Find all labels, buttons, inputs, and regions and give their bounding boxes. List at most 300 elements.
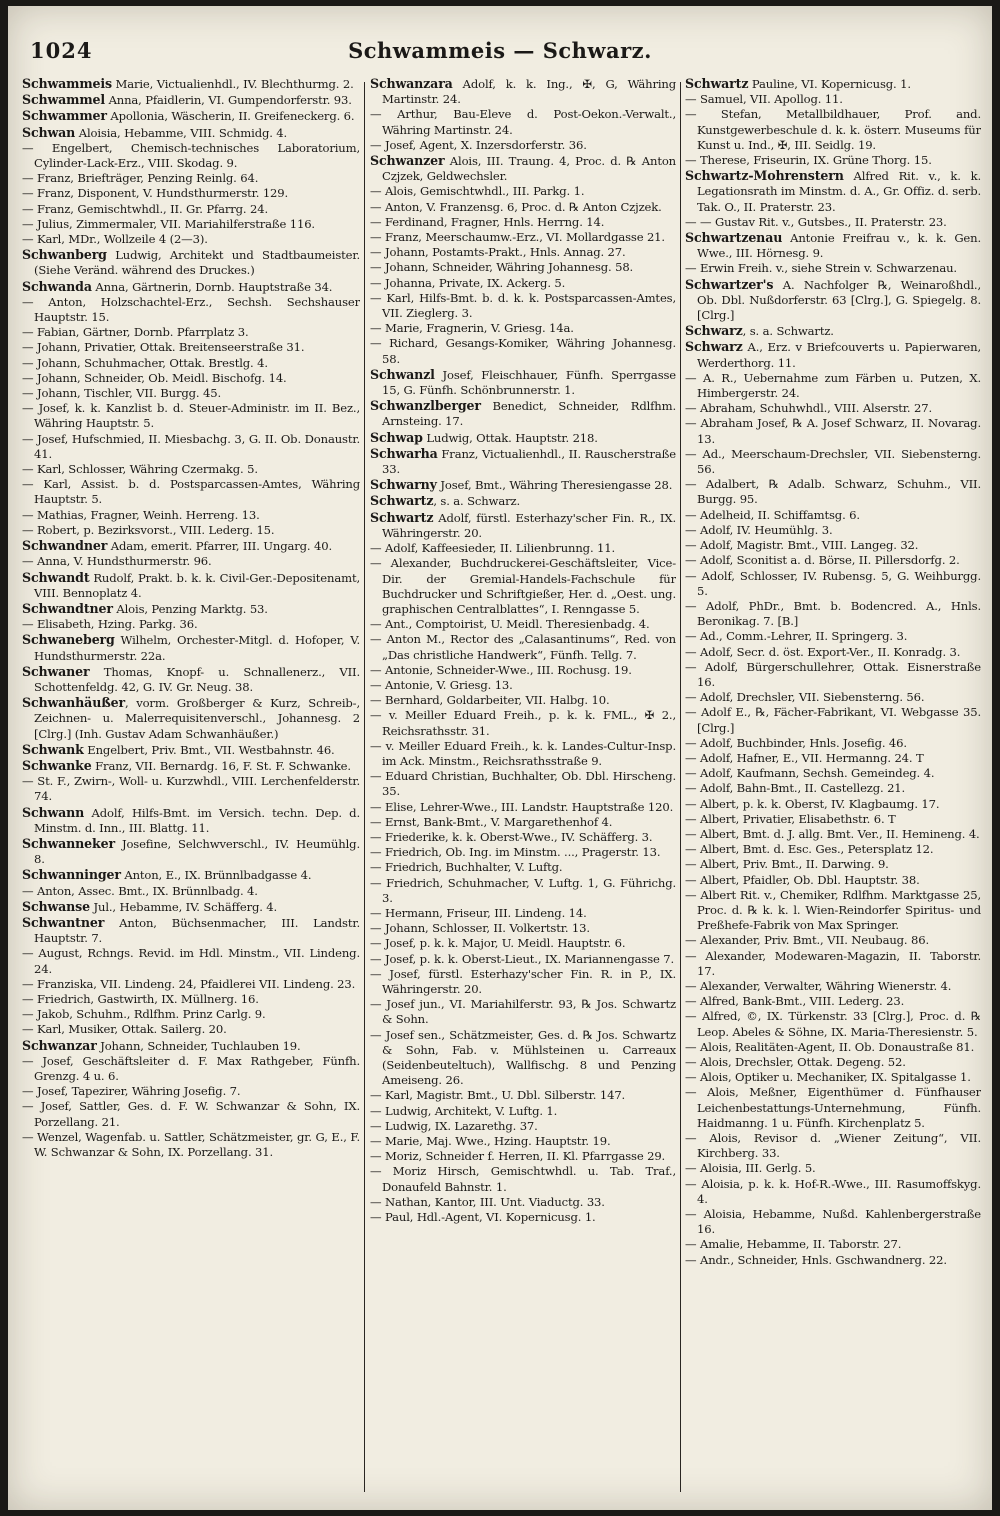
entry-text: — Ernst, Bank-Bmt., V. Margarethenhof 4. <box>370 814 613 829</box>
directory-entry <box>685 994 981 1009</box>
entry-text: — Anton M., Rector des „Calasantinums“, Red. von „Das christliche Handwerk“, Fünfh. Tellg. 7. <box>370 632 676 662</box>
directory-entry <box>370 1134 676 1149</box>
entry-text: — Ad., Meerschaum-Drechsler, VII. Siebensterng. 56. <box>685 446 981 477</box>
directory-entry <box>22 1007 360 1022</box>
entry-text: — Moriz, Schneider f. Herren, II. Kl. Pfarrgasse 29. <box>370 1149 666 1164</box>
entry-surname: Schwartz <box>370 509 434 525</box>
entry-text: — Josef, Geschäftsleiter d. F. Max Rathgeber, Fünfh. Grenzg. 4 u. 6. <box>22 1053 360 1083</box>
directory-entry <box>370 967 676 997</box>
directory-entry <box>370 769 676 799</box>
directory-entry <box>22 1038 360 1054</box>
entry-surname: Schwanzara <box>370 76 453 91</box>
entry-text: — Antonie, Schneider-Wwe., III. Rochusg. 19. <box>370 662 632 677</box>
directory-entry <box>22 325 360 340</box>
directory-entry <box>22 758 360 774</box>
entry-surname: Schwanzar <box>22 1037 97 1053</box>
entry-text: — Friedrich, Buchhalter, V. Luftg. <box>370 860 563 875</box>
entry-text: — Stefan, Metallbildhauer, Prof. and. Kunstgewerbeschule d. k. k. österr. Museums für Kunst u. Ind., ✠, III. Seidlg. 19. <box>685 107 981 152</box>
entry-text: — Josef jun., VI. Mariahilferstr. 93, ℞ Jos. Schwartz & Sohn. <box>370 997 676 1027</box>
entry-text: — Jakob, Schuhm., Rdlfhm. Prinz Carlg. 9. <box>22 1007 266 1022</box>
column-rule <box>364 82 365 1492</box>
directory-entry <box>370 477 676 493</box>
directory-column-3 <box>685 76 981 1496</box>
entry-text: — Josef, Sattler, Ges. d. F. W. Schwanzar & Sohn, IX. Porzellang. 21. <box>22 1099 360 1129</box>
entry-text: — Anton, V. Franzensg. 6, Proc. d. ℞ Anton Czjzek. <box>370 199 662 214</box>
directory-entry <box>22 202 360 217</box>
directory-entry <box>370 493 676 509</box>
directory-entry <box>370 336 676 366</box>
directory-entry <box>370 906 676 921</box>
entry-text: — Elise, Lehrer-Wwe., III. Landstr. Hauptstraße 120. <box>370 799 674 814</box>
directory-entry <box>685 1131 981 1161</box>
entry-text: Pauline, VI. Kopernicusg. 1. <box>748 77 911 91</box>
entry-surname: Schwanneker <box>22 835 115 851</box>
entry-text: — Alois, Revisor d. „Wiener Zeitung“, VII. Kirchberg. 33. <box>685 1131 981 1161</box>
entry-text: Ludwig, Architekt und Stadtbaumeister. (Siehe Veränd. während des Druckes.) <box>34 248 360 278</box>
directory-entry <box>685 1085 981 1131</box>
entry-text: — Alfred, Bank-Bmt., VIII. Lederg. 23. <box>685 994 905 1009</box>
entry-text: Adam, emerit. Pfarrer, III. Ungarg. 40. <box>107 539 332 554</box>
directory-entry <box>22 977 360 992</box>
entry-text: — Abraham Josef, ℞ A. Josef Schwarz, II. Novarag. 13. <box>685 416 981 446</box>
directory-entry <box>370 800 676 815</box>
directory-entry <box>370 1028 676 1089</box>
entry-text: — Karl, Magistr. Bmt., U. Dbl. Silberstr. 147. <box>370 1088 626 1103</box>
running-head: Schwammeis — Schwarz. <box>348 38 652 63</box>
entry-text: — Therese, Friseurin, IX. Grüne Thorg. 15. <box>685 153 932 168</box>
entry-text: — Amalie, Hebamme, II. Taborstr. 27. <box>685 1237 902 1252</box>
directory-entry <box>22 805 360 836</box>
entry-text: — Josef, Tapezirer, Währing Josefig. 7. <box>22 1084 241 1099</box>
entry-text: Ludwig, Ottak. Hauptstr. 218. <box>422 430 598 445</box>
directory-entry <box>22 462 360 477</box>
directory-entry <box>22 915 360 946</box>
entry-text: Anton, Büchsenmacher, III. Landstr. Hauptstr. 7. <box>34 915 360 946</box>
page-header <box>30 38 970 78</box>
entry-text: — Franz, Gemischtwhdl., II. Gr. Pfarrg. 24. <box>22 201 268 216</box>
entry-text: Wilhelm, Orchester-Mitgl. d. Hofoper, V. Hundsthurmerstr. 22a. <box>34 633 360 663</box>
entry-text: — Anton, Assec. Bmt., IX. Brünnlbadg. 4. <box>22 883 258 898</box>
directory-entry <box>22 477 360 507</box>
directory-entry <box>685 933 981 948</box>
entry-text: — Antonie, V. Griesg. 13. <box>370 677 513 692</box>
entry-text: — Aloisia, III. Gerlg. 5. <box>685 1161 816 1176</box>
directory-entry <box>370 1149 676 1164</box>
entry-text: Alfred Rit. v., k. k. Legationsrath im Minstm. d. A., Gr. Offiz. d. serb. Tak. O., II. Praterstr. 23. <box>697 169 981 214</box>
entry-text: — Anton, Holzschachtel-Erz., Sechsh. Sechshauser Hauptstr. 15. <box>22 294 360 325</box>
directory-entry <box>22 836 360 867</box>
entry-surname: Schwap <box>370 429 423 445</box>
directory-entry <box>370 76 676 107</box>
directory-entry <box>685 107 981 153</box>
entry-text: — Samuel, VII. Apollog. 11. <box>685 92 843 107</box>
directory-entry <box>370 367 676 398</box>
directory-entry <box>685 416 981 446</box>
entry-text: — Adolf, Bahn-Bmt., II. Castellezg. 21. <box>685 781 906 796</box>
directory-entry <box>685 477 981 507</box>
directory-entry <box>370 617 676 632</box>
directory-entry <box>22 1084 360 1099</box>
directory-entry <box>370 1119 676 1134</box>
directory-column-2 <box>370 76 676 1496</box>
entry-text: — Fabian, Gärtner, Dornb. Pfarrplatz 3. <box>22 325 249 340</box>
entry-text: — Friedrich, Ob. Ing. im Minstm. ..., Pragerstr. 13. <box>370 845 661 860</box>
directory-entry <box>685 1009 981 1039</box>
entry-text: — Mathias, Fragner, Weinh. Herreng. 13. <box>22 507 260 522</box>
entry-text: — Alfred, ©, IX. Türkenstr. 33 [Clrg.], Proc. d. ℞ Leop. Abeles & Söhne, IX. Maria-Theresienstr. 5. <box>685 1009 981 1039</box>
directory-entry <box>22 432 360 462</box>
directory-page <box>8 6 992 1510</box>
entry-text: — Johann, Schlosser, II. Volkertstr. 13. <box>370 921 590 936</box>
directory-entry <box>370 1164 676 1194</box>
directory-entry <box>685 629 981 644</box>
directory-entry <box>685 751 981 766</box>
entry-text: — Franz, Meerschaumw.-Erz., VI. Mollardgasse 21. <box>370 230 665 245</box>
directory-entry <box>685 323 981 339</box>
directory-entry <box>685 230 981 261</box>
directory-entry <box>22 247 360 278</box>
entry-text: — Adolf, Sconitist a. d. Börse, II. Pillersdorfg. 2. <box>685 553 960 568</box>
entry-text: — Alexander, Modewaren-Magazin, II. Taborstr. 17. <box>685 948 981 978</box>
entry-text: Thomas, Knopf- u. Schnallenerz., VII. Schottenfeldg. 42, G. IV. Gr. Neug. 38. <box>34 664 360 694</box>
directory-entry <box>685 705 981 735</box>
entry-text: — Adolf, Drechsler, VII. Siebensterng. 56. <box>685 690 925 705</box>
directory-entry <box>22 1054 360 1084</box>
directory-entry <box>370 815 676 830</box>
directory-entry <box>22 1099 360 1129</box>
entry-text: — Adolf, Kaffeesieder, II. Lilienbrunng. 11. <box>370 541 616 556</box>
directory-entry <box>22 554 360 569</box>
directory-entry <box>685 1177 981 1207</box>
directory-entry <box>370 1210 676 1225</box>
directory-entry <box>22 523 360 538</box>
entry-surname: Schwanke <box>22 757 92 773</box>
directory-entry <box>22 279 360 295</box>
directory-entry <box>685 1055 981 1070</box>
directory-entry <box>685 215 981 230</box>
entry-text: — Adolf, Hafner, E., VII. Hermanng. 24. T <box>685 750 924 765</box>
entry-text: — — Gustav Rit. v., Gutsbes., II. Praterstr. 23. <box>685 214 947 229</box>
entry-text: — Paul, Hdl.-Agent, VI. Kopernicusg. 1. <box>370 1210 596 1225</box>
entry-text: Apollonia, Wäscherin, II. Greifeneckerg. 6. <box>106 109 355 124</box>
directory-entry <box>22 386 360 401</box>
entry-text: — Ant., Comptoirist, U. Meidl. Theresienbadg. 4. <box>370 617 650 632</box>
entry-text: — Adelheid, II. Schiffamtsg. 6. <box>685 507 860 522</box>
entry-text: — Albert, Bmt. d. Esc. Ges., Petersplatz 12. <box>685 842 934 857</box>
directory-entry <box>370 215 676 230</box>
entry-text: — A. R., Uebernahme zum Färben u. Putzen, X. Himbergerstr. 24. <box>685 370 981 401</box>
directory-entry <box>370 1195 676 1210</box>
directory-entry <box>370 952 676 967</box>
directory-entry <box>22 171 360 186</box>
directory-entry <box>22 742 360 758</box>
entry-text: — Marie, Maj. Wwe., Hzing. Hauptstr. 19. <box>370 1134 611 1149</box>
directory-entry <box>685 842 981 857</box>
directory-entry <box>22 570 360 601</box>
entry-surname: Schwarz <box>685 339 743 355</box>
entry-text: — Karl, MDr., Wollzeile 4 (2—3). <box>22 232 208 247</box>
entry-text: — Alois, Meßner, Eigenthümer d. Fünfhauser Leichenbestattungs-Unternehmung, Fünfh. Haidmanng. 1 u. Fünfh. Kirchenplatz 5. <box>685 1085 981 1130</box>
entry-surname: Schwandner <box>22 538 108 554</box>
entry-surname: Schwammeis <box>22 76 112 91</box>
entry-text: — Johanna, Private, IX. Ackerg. 5. <box>370 275 566 290</box>
directory-entry <box>22 774 360 804</box>
directory-entry <box>685 371 981 401</box>
directory-entry <box>370 510 676 541</box>
entry-text: — St. F., Zwirn-, Woll- u. Kurzwhdl., VIII. Lerchenfelderstr. 74. <box>22 774 360 804</box>
entry-surname: Schwanzlberger <box>370 398 481 414</box>
directory-entry <box>370 245 676 260</box>
entry-text: — Friedrich, Schuhmacher, V. Luftg. 1, G. Führichg. 3. <box>370 875 676 905</box>
entry-text: — Adolf, Buchbinder, Hnls. Josefig. 46. <box>685 735 907 750</box>
entry-text: — Albert, p. k. k. Oberst, IV. Klagbaumg. 17. <box>685 796 940 811</box>
directory-entry <box>22 695 360 742</box>
directory-column-1 <box>22 76 360 1496</box>
entry-text: Benedict, Schneider, Rdlfhm. Arnsteing. 17. <box>382 399 676 429</box>
directory-entry <box>685 447 981 477</box>
entry-text: Adolf, Hilfs-Bmt. im Versich. techn. Dep. d. Minstm. d. Inn., III. Blattg. 11. <box>34 805 360 835</box>
directory-entry <box>685 523 981 538</box>
directory-entry <box>22 508 360 523</box>
entry-text: — Alois, Gemischtwhdl., III. Parkg. 1. <box>370 184 585 199</box>
entry-surname: Schwanzl <box>370 366 435 382</box>
entry-text: Marie, Victualienhdl., IV. Blechthurmg. 2. <box>111 77 354 91</box>
directory-entry <box>22 232 360 247</box>
entry-text: — Adolf E., ℞, Fächer-Fabrikant, VI. Webgasse 35. [Clrg.] <box>685 705 981 735</box>
directory-entry <box>685 857 981 872</box>
entry-text: — Franziska, VII. Lindeng. 24, Pfaidlerei VII. Lindeng. 23. <box>22 976 356 991</box>
entry-text: — Alois, Realitäten-Agent, II. Ob. Donaustraße 81. <box>685 1039 975 1054</box>
directory-entry <box>22 371 360 386</box>
entry-text: Franz, VII. Bernardg. 16, F. St. F. Schwanke. <box>91 758 351 773</box>
entry-surname: Schwanhäußer <box>22 695 125 711</box>
entry-text: — Alexander, Priv. Bmt., VII. Neubaug. 86. <box>685 933 929 948</box>
entry-text: — Robert, p. Bezirksvorst., VIII. Lederg. 15. <box>22 522 275 537</box>
directory-entry <box>370 876 676 906</box>
directory-entry <box>685 508 981 523</box>
entry-text: — Abraham, Schuhwhdl., VIII. Alserstr. 27. <box>685 401 932 416</box>
entry-surname: Schwarz <box>685 323 743 339</box>
entry-text: — Albert Rit. v., Chemiker, Rdlfhm. Marktgasse 25, Proc. d. ℞ k. k. l. Wien-Reindorfer Spiritus- und Preßhefe-Fabrik von Max Springer. <box>685 887 981 933</box>
entry-text: — Anna, V. Hundsthurmerstr. 96. <box>22 554 212 569</box>
entry-surname: Schwanzer <box>370 153 445 169</box>
directory-entry <box>370 708 676 738</box>
entry-text: — Arthur, Bau-Eleve d. Post-Oekon.-Verwalt., Währing Martinstr. 24. <box>370 107 676 137</box>
directory-entry <box>22 108 360 124</box>
entry-text: — Franz, Briefträger, Penzing Reinlg. 64. <box>22 171 259 186</box>
entry-text: — Ludwig, Architekt, V. Luftg. 1. <box>370 1103 558 1118</box>
entry-text: — Erwin Freih. v., siehe Strein v. Schwarzenau. <box>685 261 957 276</box>
entry-text: — Johann, Schuhmacher, Ottak. Brestlg. 4. <box>22 355 268 370</box>
entry-text: — Adolf, Secr. d. öst. Export-Ver., II. Konradg. 3. <box>685 644 961 659</box>
entry-text: — Johann, Privatier, Ottak. Breitenseerstraße 31. <box>22 340 305 355</box>
directory-entry <box>685 553 981 568</box>
entry-text: — Johann, Schneider, Ob. Meidl. Bischofg. 14. <box>22 370 287 385</box>
directory-entry <box>370 276 676 291</box>
directory-entry <box>22 992 360 1007</box>
entry-text: Alois, III. Traung. 4, Proc. d. ℞ Anton Czjzek, Geldwechsler. <box>382 154 676 184</box>
entry-text: A. Nachfolger ℞, Weinaroßhdl., Ob. Dbl. Nußdorferstr. 63 [Clrg.], G. Spiegelg. 8. [Clrg.] <box>697 277 981 323</box>
entry-text: — Moriz Hirsch, Gemischtwhdl. u. Tab. Traf., Donaufeld Bahnstr. 1. <box>370 1164 676 1194</box>
entry-text: — Karl, Musiker, Ottak. Sailerg. 20. <box>22 1022 227 1037</box>
entry-surname: Schwann <box>22 804 85 820</box>
directory-entry <box>685 766 981 781</box>
entry-text: — Richard, Gesangs-Komiker, Währing Johannesg. 58. <box>370 336 676 366</box>
column-rule <box>680 82 681 1492</box>
entry-surname: Schwanninger <box>22 867 121 883</box>
entry-text: — Adolf, Magistr. Bmt., VIII. Langeg. 32. <box>685 538 919 553</box>
entry-text: — v. Meiller Eduard Freih., p. k. k. FML., ✠ 2., Reichsrathsstr. 31. <box>370 708 676 738</box>
entry-text: — Friederike, k. k. Oberst-Wwe., IV. Schäfferg. 3. <box>370 829 653 844</box>
entry-text: Alois, Penzing Marktg. 53. <box>112 601 268 616</box>
directory-entry <box>370 230 676 245</box>
directory-entry <box>685 1040 981 1055</box>
page-number: 1024 <box>30 38 93 63</box>
directory-entry <box>370 663 676 678</box>
entry-surname: Schwank <box>22 741 84 757</box>
entry-text: Aloisia, Hebamme, VIII. Schmidg. 4. <box>75 125 288 140</box>
entry-text: , vorm. Großberger & Kurz, Schreib-, Zeichnen- u. Malerrequisitenverschl., Johannesg. 2 [Clrg.] (Inh. Gustav Adam Schwanhäußer.) <box>34 696 360 741</box>
entry-text: Anna, Pfaidlerin, VI. Gumpendorferstr. 93. <box>105 93 352 108</box>
directory-entry <box>685 827 981 842</box>
directory-entry <box>370 1088 676 1103</box>
entry-text: — Karl, Schlosser, Währing Czermakg. 5. <box>22 462 258 477</box>
directory-entry <box>685 1237 981 1252</box>
entry-surname: Schwan <box>22 124 76 140</box>
entry-text: — Bernhard, Goldarbeiter, VII. Halbg. 10. <box>370 693 610 708</box>
entry-text: Franz, Victualienhdl., II. Rauscherstraße 33. <box>382 446 676 477</box>
directory-entry <box>685 76 981 92</box>
entry-text: Johann, Schneider, Tuchlauben 19. <box>96 1038 301 1053</box>
entry-surname: Schwartz <box>685 76 749 91</box>
directory-entry <box>22 76 360 92</box>
entry-surname: Schwammer <box>22 108 107 124</box>
entry-surname: Schwanse <box>22 898 90 914</box>
directory-entry <box>22 899 360 915</box>
directory-entry <box>685 781 981 796</box>
directory-entry <box>22 1022 360 1037</box>
entry-text: — Wenzel, Wagenfab. u. Sattler, Schätzmeister, gr. G, E., F. W. Schwanzar & Sohn, IX. Porzellang. 31. <box>22 1129 360 1160</box>
entry-text: Josef, Bmt., Währing Theresiengasse 28. <box>436 478 673 493</box>
entry-surname: Schwaner <box>22 663 90 679</box>
directory-entry <box>685 797 981 812</box>
entry-text: — Julius, Zimmermaler, VII. Mariahilferstraße 116. <box>22 216 315 231</box>
entry-text: — Alexander, Verwalter, Währing Wienerstr. 4. <box>685 978 952 993</box>
directory-entry <box>370 184 676 199</box>
directory-entry <box>685 277 981 324</box>
entry-text: — Ferdinand, Fragner, Hnls. Herrng. 14. <box>370 214 605 229</box>
entry-text: — Albert, Bmt. d. J. allg. Bmt. Ver., II. Hemineng. 4. <box>685 826 980 841</box>
directory-entry <box>22 601 360 617</box>
entry-text: Anna, Gärtnerin, Dornb. Hauptstraße 34. <box>91 279 333 294</box>
entry-text: Jul., Hebamme, IV. Schäfferg. 4. <box>89 899 278 914</box>
directory-entry <box>685 401 981 416</box>
entry-text: — Josef, p. k. k. Oberst-Lieut., IX. Mariannengasse 7. <box>370 951 675 966</box>
directory-entry <box>22 867 360 883</box>
directory-entry <box>685 660 981 690</box>
directory-entry <box>22 217 360 232</box>
entry-text: — Alois, Optiker u. Mechaniker, IX. Spitalgasse 1. <box>685 1070 971 1085</box>
entry-text: — Alois, Drechsler, Ottak. Degeng. 52. <box>685 1055 906 1069</box>
directory-entry <box>22 664 360 695</box>
directory-entry <box>685 339 981 370</box>
entry-text: Rudolf, Prakt. b. k. k. Civil-Ger.-Depositenamt, VIII. Bennoplatz 4. <box>34 570 360 600</box>
directory-entry <box>370 138 676 153</box>
directory-entry <box>370 860 676 875</box>
directory-entry <box>22 92 360 108</box>
entry-text: — Aloisia, p. k. k. Hof-R.-Wwe., III. Rasumoffskyg. 4. <box>685 1176 981 1206</box>
entry-text: — Josef, Agent, X. Inzersdorferstr. 36. <box>370 137 587 152</box>
entry-surname: Schwarny <box>370 477 437 493</box>
directory-entry <box>685 599 981 629</box>
directory-entry <box>370 107 676 137</box>
entry-text: — Karl, Hilfs-Bmt. b. d. k. k. Postsparcassen-Amtes, VII. Zieglerg. 3. <box>370 290 676 321</box>
entry-text: — Hermann, Friseur, III. Lindeng. 14. <box>370 905 587 920</box>
directory-entry <box>685 873 981 888</box>
entry-text: — Adolf, Bürgerschullehrer, Ottak. Eisnerstraße 16. <box>685 659 981 689</box>
directory-entry <box>370 260 676 275</box>
entry-surname: Schwartz <box>370 493 434 509</box>
entry-surname: Schwarha <box>370 445 438 461</box>
directory-entry <box>685 153 981 168</box>
directory-entry <box>22 186 360 201</box>
entry-text: — Alexander, Buchdruckerei-Geschäftsleiter, Vice-Dir. der Gremial-Handels-Fachschule für Buchdrucker und Schriftgießer, Her. d. „Oest. ung. graphischen Centralblattes“, I. Renngasse 5. <box>370 556 676 616</box>
directory-entry <box>370 430 676 446</box>
directory-entry <box>370 936 676 951</box>
entry-surname: Schwandtner <box>22 600 113 616</box>
entry-text: Anton, E., IX. Brünnlbadgasse 4. <box>120 868 312 883</box>
directory-entry <box>685 979 981 994</box>
directory-entry <box>685 736 981 751</box>
entry-surname: Schwanda <box>22 278 92 294</box>
directory-entry <box>370 541 676 556</box>
entry-surname: Schwaneberg <box>22 632 115 648</box>
directory-entry <box>370 921 676 936</box>
entry-text: — Eduard Christian, Buchhalter, Ob. Dbl. Hirscheng. 35. <box>370 769 676 799</box>
entry-text: — Adolf, PhDr., Bmt. b. Bodencred. A., Hnls. Beronikag. 7. [B.] <box>685 598 981 629</box>
directory-entry <box>22 884 360 899</box>
directory-entry <box>685 168 981 215</box>
directory-entry <box>685 888 981 934</box>
directory-entry <box>22 125 360 141</box>
entry-text: Josefine, Selchwverschl., IV. Heumühlg. 8. <box>34 836 360 867</box>
entry-text: Antonie Freifrau v., k. k. Gen. Wwe., III. Hörnesg. 9. <box>697 231 981 261</box>
entry-text: — Josef sen., Schätzmeister, Ges. d. ℞ Jos. Schwartz & Sohn, Fab. v. Mühlsteinen u. Carreaux (Seidenbeuteltuch), Wallfischg. 8 und Penzing Ameiseng. 26. <box>370 1027 676 1088</box>
directory-entry <box>22 401 360 431</box>
entry-text: — Aloisia, Hebamme, Nußd. Kahlenbergerstraße 16. <box>685 1207 981 1237</box>
directory-entry <box>370 153 676 184</box>
entry-text: Josef, Fleischhauer, Fünfh. Sperrgasse 15, G. Fünfh. Schönbrunnerstr. 1. <box>382 367 676 398</box>
entry-text: — Josef, Hufschmied, II. Miesbachg. 3, G. II. Ob. Donaustr. 41. <box>22 431 360 461</box>
entry-text: — Andr., Schneider, Hnls. Gschwandnerg. 22. <box>685 1252 947 1267</box>
entry-text: — Josef, p. k. k. Major, U. Meidl. Hauptstr. 6. <box>370 936 626 951</box>
directory-entry <box>370 200 676 215</box>
directory-entry <box>22 340 360 355</box>
entry-text: — Josef, k. k. Kanzlist b. d. Steuer-Administr. im II. Bez., Währing Hauptstr. 5. <box>22 401 360 431</box>
entry-text: — Albert, Pfaidler, Ob. Dbl. Hauptstr. 38. <box>685 872 920 887</box>
entry-text: — August, Rchngs. Revid. im Hdl. Minstm., VII. Lindeng. 24. <box>22 946 360 976</box>
entry-text: Adolf, fürstl. Esterhazy'scher Fin. R., IX. Währingerstr. 20. <box>382 510 676 540</box>
directory-entry <box>685 690 981 705</box>
directory-entry <box>370 291 676 321</box>
entry-text: — Johann, Postamts-Prakt., Hnls. Annag. 27. <box>370 245 626 260</box>
directory-entry <box>370 693 676 708</box>
directory-entry <box>685 812 981 827</box>
entry-text: — Friedrich, Gastwirth, IX. Müllnerg. 16. <box>22 991 259 1006</box>
directory-entry <box>685 1253 981 1268</box>
directory-entry <box>370 830 676 845</box>
directory-entry <box>685 569 981 599</box>
